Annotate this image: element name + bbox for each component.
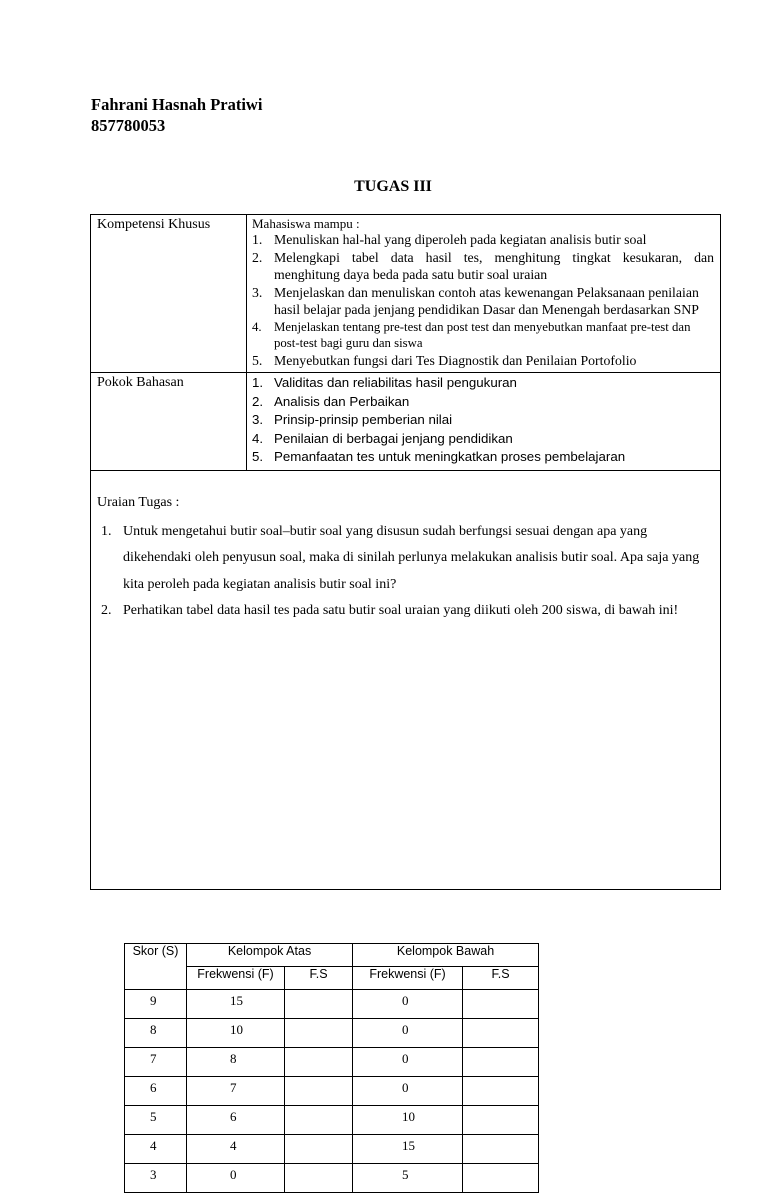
list-item: 4. Penilaian di berbagai jenjang pendidikan xyxy=(252,430,513,446)
pokok-list xyxy=(252,374,714,467)
list-item: 5. Menyebutkan fungsi dari Tes Diagnostik dan Penilaian Portofolio xyxy=(252,352,637,368)
kompetensi-label: Kompetensi Khusus xyxy=(91,215,247,373)
table-row: 3 0 5 xyxy=(125,1163,539,1192)
task-item: 1. Untuk mengetahui butir soal–butir soal yang disusun sudah berfungsi sesuai dengan apa yang dikehendaki oleh penyusun soal, maka di sinilah perlunya melakukan analisis butir soal. Apa saja yang kita peroleh pada kegiatan analisis butir soal ini? xyxy=(101,523,700,592)
kompetensi-row xyxy=(91,215,721,373)
kompetensi-content xyxy=(247,215,721,373)
table-row: 6 7 0 xyxy=(125,1076,539,1105)
header-frekwensi-bawah: Frekwensi (F) xyxy=(353,966,463,989)
kompetensi-intro: Mahasiswa mampu : xyxy=(252,216,360,231)
header-frekwensi-atas: Frekwensi (F) xyxy=(187,966,285,989)
pokok-label: Pokok Bahasan xyxy=(91,373,247,471)
list-item: 5. Pemanfaatan tes untuk meningkatkan proses pembelajaran xyxy=(252,449,626,464)
assignment-table xyxy=(90,214,721,1182)
kompetensi-list xyxy=(252,231,714,369)
pokok-content xyxy=(247,373,721,471)
table-row: 7 8 0 xyxy=(125,1047,539,1076)
uraian-title: Uraian Tugas : xyxy=(97,494,180,510)
uraian-tugas-cell xyxy=(91,470,721,1182)
header-fs-atas: F.S xyxy=(285,966,353,989)
table-row: 5 6 10 xyxy=(125,1105,539,1134)
author-nim: 857780053 xyxy=(91,116,166,135)
score-table-header xyxy=(125,943,539,966)
header-kelompok-atas: Kelompok Atas xyxy=(187,943,353,966)
header-skor: Skor (S) xyxy=(125,943,187,989)
header-kelompok-bawah: Kelompok Bawah xyxy=(353,943,539,966)
list-item: 1. Menuliskan hal-hal yang diperoleh pada kegiatan analisis butir soal xyxy=(252,232,647,247)
list-item: 2. Analisis dan Perbaikan xyxy=(252,393,410,409)
uraian-row xyxy=(91,470,721,889)
list-item: 3. Menjelaskan dan menuliskan contoh atas kewenangan Pelaksanaan penilaian hasil belajar pada jenjang pendidikan Dasar dan Menengah berdasarkan SNP xyxy=(252,284,699,317)
header-fs-bawah: F.S xyxy=(463,966,539,989)
table-row: 9 15 0 xyxy=(125,989,539,1018)
table-row: 8 10 0 xyxy=(125,1018,539,1047)
list-item: 1. Validitas dan reliabilitas hasil pengukuran xyxy=(252,375,517,390)
list-item: 4. Menjelaskan tentang pre-test dan post test dan menyebutkan manfaat pre-test dan post-test bagi guru dan siswa xyxy=(252,319,691,350)
author-name: Fahrani Hasnah Pratiwi xyxy=(91,95,263,114)
task-list xyxy=(101,519,713,625)
page-title: TUGAS III xyxy=(354,178,432,195)
score-table-subheader xyxy=(125,966,539,989)
task-item: 2. Perhatikan tabel data hasil tes pada satu butir soal uraian yang diikuti oleh 200 siswa, di bawah ini! xyxy=(101,603,679,618)
table-row: 4 4 15 xyxy=(125,1134,539,1163)
list-item: 3. Prinsip-prinsip pemberian nilai xyxy=(252,412,453,427)
pokok-row xyxy=(91,373,721,471)
list-item: 2. Melengkapi tabel data hasil tes, menghitung tingkat kesukaran, dan menghitung daya beda pada satu butir soal uraian xyxy=(252,249,714,282)
score-table xyxy=(124,943,539,1193)
